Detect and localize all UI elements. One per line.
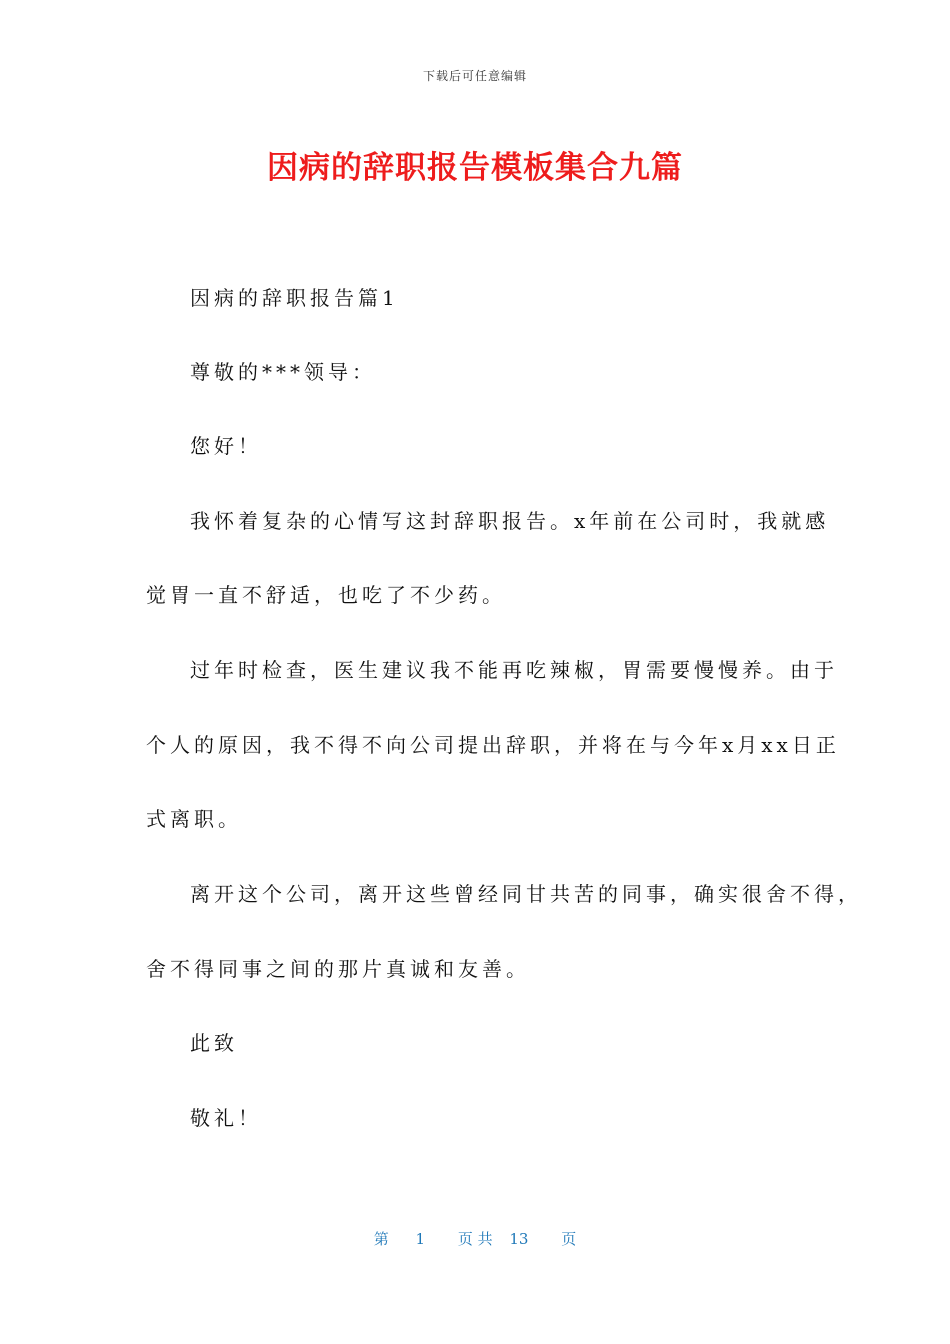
document-title: 因病的辞职报告模板集合九篇: [267, 150, 683, 186]
body-line: 您好！: [190, 434, 262, 458]
body-line: 式离职。: [146, 807, 242, 831]
footer-middle: 页 共: [457, 1230, 493, 1248]
footer-suffix: 页: [561, 1230, 577, 1248]
body-line: 觉胃一直不舒适，也吃了不少药。: [146, 583, 506, 607]
body-line: 因病的辞职报告篇1: [190, 286, 399, 310]
body-line: 我怀着复杂的心情写这封辞职报告。x年前在公司时，我就感: [190, 509, 830, 533]
body-line: 敬礼！: [190, 1106, 262, 1130]
page-footer: [0, 1228, 950, 1249]
footer-total-pages: 13: [509, 1230, 529, 1248]
header-note: 下载后可任意编辑: [422, 69, 527, 83]
body-line: 离开这个公司，离开这些曾经同甘共苦的同事，确实很舍不得，: [190, 882, 862, 906]
body-line: 个人的原因，我不得不向公司提出辞职，并将在与今年x月xx日正: [146, 733, 840, 757]
body-line: 此致: [190, 1031, 238, 1055]
body-line: 尊敬的***领导：: [190, 360, 376, 384]
footer-current-page: 1: [415, 1230, 426, 1248]
body-line: 过年时检查，医生建议我不能再吃辣椒，胃需要慢慢养。由于: [190, 658, 838, 682]
body-line: 舍不得同事之间的那片真诚和友善。: [146, 957, 530, 981]
footer-prefix: 第: [373, 1230, 389, 1248]
